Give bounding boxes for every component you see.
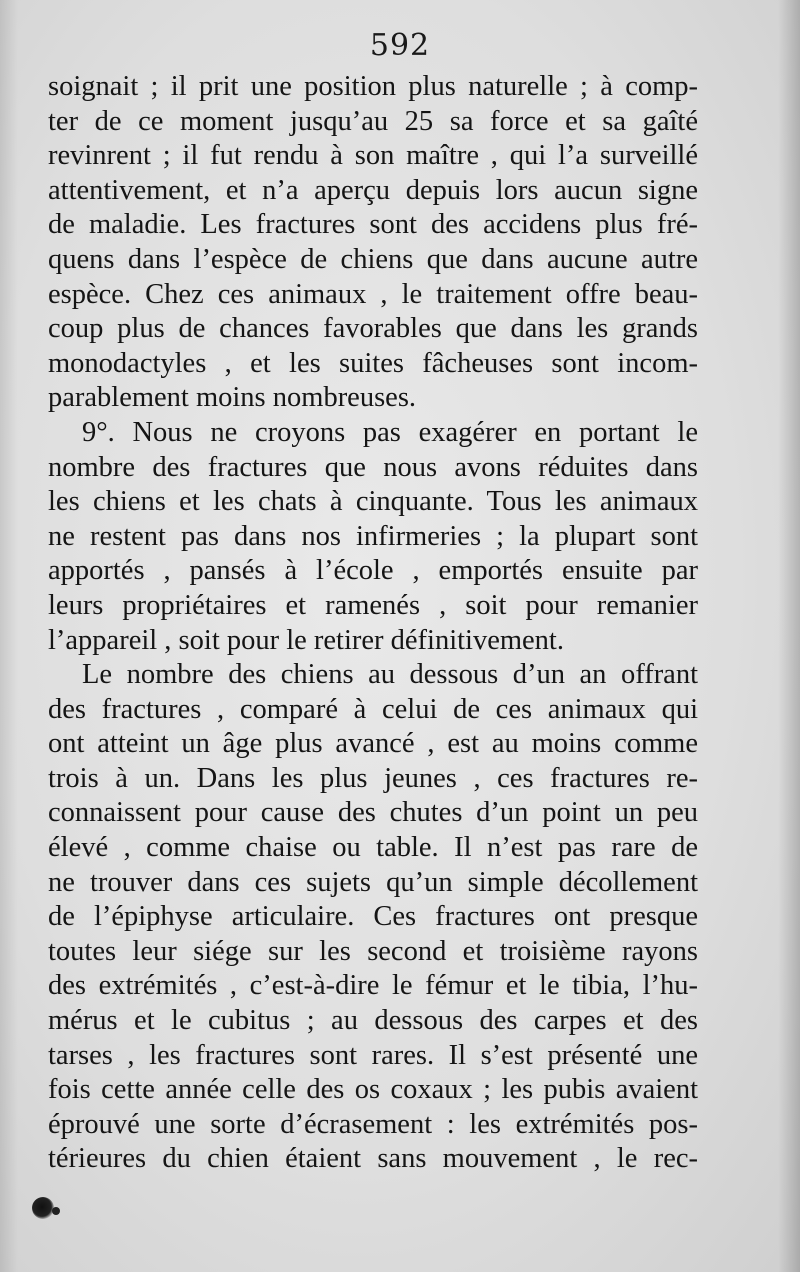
text-line: nombre des fractures que nous avons réduites dans <box>48 451 698 483</box>
ink-blot <box>32 1197 54 1219</box>
text-line: ne restent pas dans nos infirmeries ; la plupart sont <box>48 520 698 552</box>
text-line: l’appareil , soit pour le retirer définitivement. <box>48 624 564 656</box>
text-line: revinrent ; il fut rendu à son maître , qui l’a surveillé <box>48 140 698 172</box>
ink-speck <box>52 1207 60 1215</box>
text-line: coup plus de chances favorables que dans les grands <box>48 313 698 345</box>
text-line: des extrémités , c’est-à-dire le fémur et le tibia, l’hu- <box>48 970 698 1002</box>
text-line: espèce. Chez ces animaux , le traitement offre beau- <box>48 278 698 310</box>
text-line: Le nombre des chiens au dessous d’un an offrant <box>82 659 698 691</box>
text-line: tarses , les fractures sont rares. Il s’est présenté une <box>48 1039 698 1071</box>
text-line: monodactyles , et les suites fâcheuses sont incom- <box>48 347 698 379</box>
text-line: attentivement, et n’a aperçu depuis lors aucun signe <box>48 174 698 206</box>
text-line: parablement moins nombreuses. <box>48 382 417 414</box>
text-line: soignait ; il prit une position plus naturelle ; à comp- <box>48 71 698 102</box>
page-number: 592 <box>369 28 431 63</box>
text-line: térieures du chien étaient sans mouvement , le rec- <box>48 1143 698 1175</box>
text-line: les chiens et les chats à cinquante. Tous les animaux <box>48 486 698 518</box>
text-line: ont atteint un âge plus avancé , est au moins comme <box>48 728 698 760</box>
page-gutter-shadow <box>778 0 800 1272</box>
text-line: de l’épiphyse articulaire. Ces fractures ont presque <box>48 901 698 933</box>
text-line: des fractures , comparé à celui de ces animaux qui <box>48 693 698 725</box>
text-line: ter de ce moment jusqu’au 25 sa force et sa gaîté <box>48 105 698 137</box>
body-text <box>48 70 698 1177</box>
text-line: toutes leur siége sur les second et troisième rayons <box>48 935 698 967</box>
text-line: élevé , comme chaise ou table. Il n’est pas rare de <box>48 832 698 864</box>
text-line: quens dans l’espèce de chiens que dans aucune autre <box>48 243 698 275</box>
text-line: apportés , pansés à l’école , emportés ensuite par <box>48 555 698 587</box>
text-line: éprouvé une sorte d’écrasement : les extrémités pos- <box>48 1108 698 1140</box>
text-line: ne trouver dans ces sujets qu’un simple décollement <box>48 866 698 898</box>
text-line: 9°. Nous ne croyons pas exagérer en portant le <box>82 416 698 448</box>
text-line: mérus et le cubitus ; au dessous des carpes et des <box>48 1005 698 1037</box>
text-line: connaissent pour cause des chutes d’un point un peu <box>48 797 698 829</box>
text-line: de maladie. Les fractures sont des accidens plus fré- <box>48 209 698 241</box>
text-line: leurs propriétaires et ramenés , soit pour remanier <box>48 589 698 621</box>
text-line: fois cette année celle des os coxaux ; les pubis avaient <box>48 1074 698 1106</box>
page-left-shadow <box>0 0 18 1272</box>
text-line: trois à un. Dans les plus jeunes , ces fractures re- <box>48 762 698 794</box>
